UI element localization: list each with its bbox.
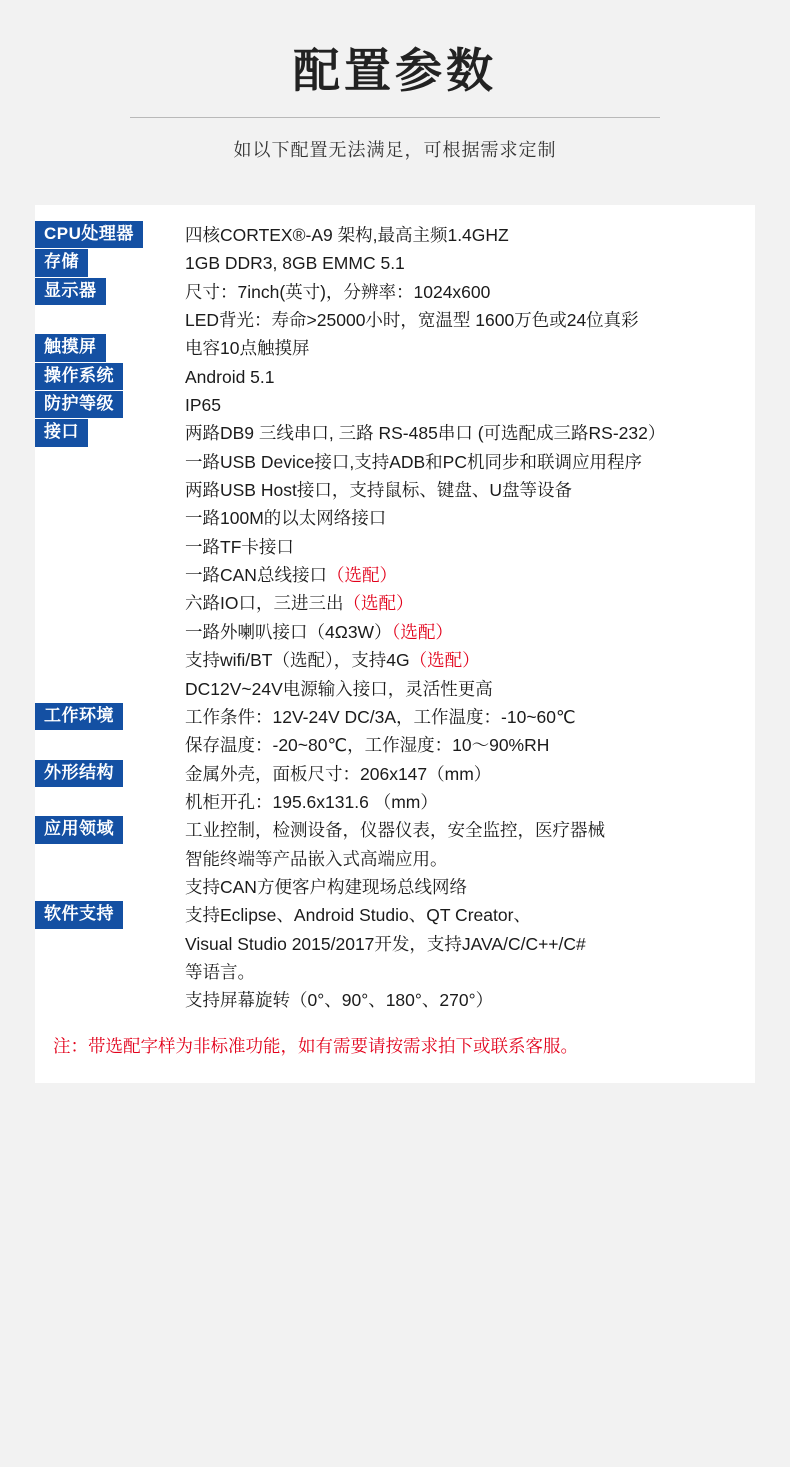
spec-value-cell (185, 816, 755, 901)
spec-row (35, 249, 755, 277)
spec-row (35, 901, 755, 1014)
spec-value-text: 1GB DDR3, 8GB EMMC 5.1 (185, 253, 405, 274)
spec-value-text: 机柜开孔：195.6x131.6 （mm） (185, 791, 438, 812)
spec-label-tag: 外形结构 (35, 760, 123, 787)
spec-value-text: 一路100M的以太网络接口 (185, 508, 387, 529)
spec-value-line (185, 703, 755, 731)
spec-label-tag: 显示器 (35, 278, 106, 305)
spec-value-text: DC12V~24V电源输入接口，灵活性更高 (185, 678, 493, 699)
spec-value-text: 六路IO口，三进三出 (185, 593, 344, 614)
spec-value-line (185, 419, 755, 447)
spec-value-cell (185, 278, 755, 335)
spec-row (35, 363, 755, 391)
spec-label-tag: 应用领域 (35, 816, 123, 843)
spec-label-tag: CPU处理器 (35, 221, 143, 248)
spec-label-tag: 接口 (35, 419, 88, 446)
spec-value-text: Visual Studio 2015/2017开发，支持JAVA/C/C++/C# (185, 933, 586, 954)
spec-label-tag: 操作系统 (35, 363, 123, 390)
spec-value-text: 电容10点触摸屏 (185, 338, 310, 359)
spec-value-cell (185, 334, 755, 362)
spec-value-cell (185, 901, 755, 1014)
spec-value-line (185, 760, 755, 788)
spec-value-line (185, 249, 755, 277)
spec-label-cell (35, 419, 185, 702)
spec-value-line (185, 589, 755, 617)
spec-value-cell (185, 221, 755, 249)
spec-value-line (185, 476, 755, 504)
spec-value-cell (185, 391, 755, 419)
spec-label-cell (35, 249, 185, 277)
spec-value-cell (185, 363, 755, 391)
spec-value-line (185, 930, 755, 958)
spec-row (35, 221, 755, 249)
optional-marker: （选配） (409, 650, 480, 671)
spec-label-cell (35, 760, 185, 817)
title-divider (130, 117, 660, 118)
spec-row (35, 391, 755, 419)
spec-value-line (185, 958, 755, 986)
spec-value-line (185, 788, 755, 816)
spec-label-tag: 触摸屏 (35, 334, 106, 361)
spec-label-cell (35, 278, 185, 335)
spec-value-text: 支持Eclipse、Android Studio、QT Creator、 (185, 905, 531, 926)
spec-value-line (185, 873, 755, 901)
spec-value-line (185, 448, 755, 476)
spec-value-text: 工业控制，检测设备，仪器仪表，安全监控，医疗器械 (185, 820, 605, 841)
spec-label-cell (35, 363, 185, 391)
spec-value-text: 工作条件：12V-24V DC/3A，工作温度：-10~60℃ (185, 706, 576, 727)
spec-value-text: LED背光：寿命>25000小时，宽温型 1600万色或24位真彩 (185, 310, 639, 331)
spec-value-line (185, 646, 755, 674)
spec-value-text: 一路CAN总线接口 (185, 565, 327, 586)
spec-value-text: 支持CAN方便客户构建现场总线网络 (185, 876, 467, 897)
spec-value-text: 支持屏幕旋转（0°、90°、180°、270°） (185, 990, 494, 1011)
spec-value-text: 两路DB9 三线串口, 三路 RS-485串口 (可选配成三路RS-232） (185, 423, 666, 444)
spec-value-text: 保存温度：-20~80℃，工作湿度：10～90%RH (185, 735, 550, 756)
spec-value-line (185, 731, 755, 759)
spec-value-text: 一路USB Device接口,支持ADB和PC机同步和联调应用程序 (185, 451, 642, 472)
spec-value-line (185, 533, 755, 561)
optional-marker: （选配） (343, 593, 414, 614)
spec-value-line (185, 901, 755, 929)
spec-label-tag: 存储 (35, 249, 88, 276)
spec-value-line (185, 561, 755, 589)
spec-value-line (185, 816, 755, 844)
spec-value-cell (185, 760, 755, 817)
spec-row (35, 419, 755, 702)
spec-value-line (185, 845, 755, 873)
spec-value-line (185, 363, 755, 391)
spec-card (35, 205, 755, 1083)
spec-value-text: 支持wifi/BT（选配），支持4G (185, 650, 410, 671)
spec-label-cell (35, 901, 185, 1014)
optional-marker: （选配） (391, 621, 453, 642)
spec-row (35, 703, 755, 760)
spec-value-line (185, 504, 755, 532)
footnote: 注：带选配字样为非标准功能，如有需要请按需求拍下或联系客服。 (53, 1035, 578, 1056)
spec-value-line (185, 306, 755, 334)
spec-label-cell (35, 334, 185, 362)
spec-label-cell (35, 703, 185, 760)
spec-label-cell (35, 391, 185, 419)
spec-value-text: 一路外喇叭接口（4Ω3W） (185, 621, 392, 642)
spec-label-cell (35, 816, 185, 901)
spec-label-tag: 防护等级 (35, 391, 123, 418)
spec-value-text: 智能终端等产品嵌入式高端应用。 (185, 848, 448, 869)
spec-value-line (185, 618, 755, 646)
spec-label-cell (35, 221, 185, 249)
spec-value-text: 金属外壳，面板尺寸：206x147（mm） (185, 763, 492, 784)
bottom-hint (0, 1439, 790, 1467)
spec-value-text: 四核CORTEX®-A9 架构,最高主频1.4GHZ (185, 225, 509, 245)
spec-value-text: Android 5.1 (185, 366, 275, 387)
spec-row (35, 334, 755, 362)
spec-value-text: 尺寸：7inch(英寸)，分辨率：1024x600 (185, 281, 491, 302)
spec-label-tag: 软件支持 (35, 901, 123, 928)
spec-value-line (185, 221, 755, 249)
spec-value-line (185, 334, 755, 362)
spec-value-cell (185, 419, 755, 702)
spec-value-text: 两路USB Host接口，支持鼠标、键盘、U盘等设备 (185, 480, 572, 501)
spec-value-line (185, 986, 755, 1014)
spec-table (35, 221, 755, 1015)
spec-row (35, 760, 755, 817)
spec-row (35, 816, 755, 901)
spec-value-line (185, 278, 755, 306)
spec-value-text: 等语言。 (185, 961, 255, 982)
optional-marker: （选配） (326, 565, 397, 586)
spec-value-cell (185, 249, 755, 277)
spec-value-line (185, 391, 755, 419)
spec-value-text: IP65 (185, 395, 221, 416)
spec-row (35, 278, 755, 335)
spec-label-tag: 工作环境 (35, 703, 123, 730)
spec-value-text: 一路TF卡接口 (185, 536, 294, 557)
page-title: 配置参数 (293, 44, 497, 97)
spec-value-line (185, 675, 755, 703)
page-subtitle: 如以下配置无法满足，可根据需求定制 (233, 139, 557, 160)
spec-value-cell (185, 703, 755, 760)
